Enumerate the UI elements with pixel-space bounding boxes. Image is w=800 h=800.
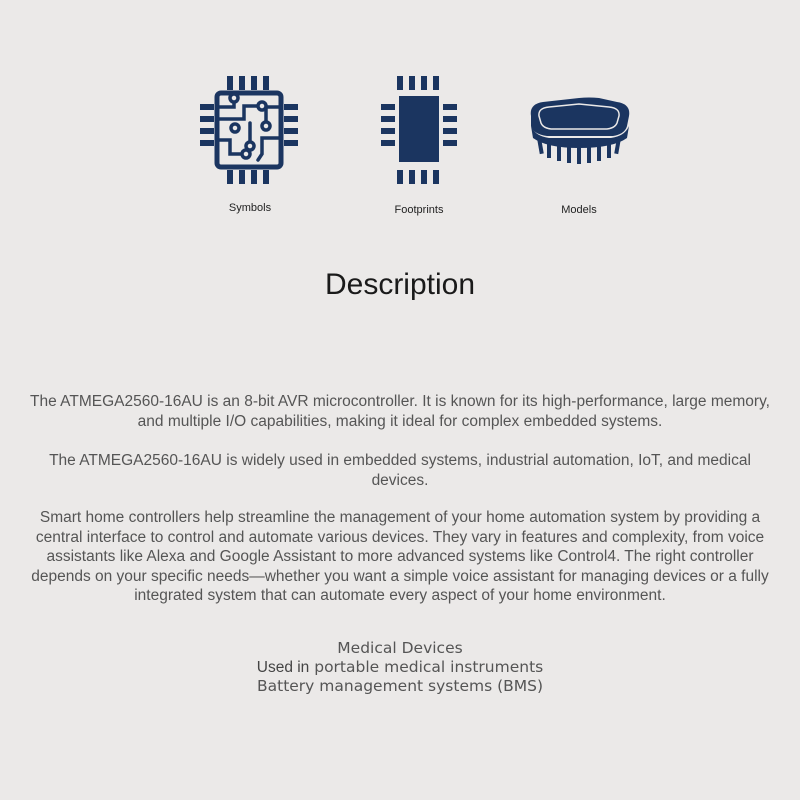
icon-label-symbols: Symbols xyxy=(228,202,272,214)
footprints-icon xyxy=(369,76,469,186)
uses-line-portable-instruments xyxy=(0,658,800,677)
uses-list xyxy=(0,639,800,696)
used-in-prefix: Used in xyxy=(256,659,310,676)
models-icon xyxy=(519,76,639,186)
symbols-tile[interactable] xyxy=(180,76,320,214)
page-title: Description xyxy=(324,268,476,301)
icon-label-models: Models xyxy=(561,204,597,216)
used-in-rest: portable medical instruments xyxy=(309,658,544,676)
models-tile[interactable] xyxy=(509,76,649,216)
description-paragraph-1: The ATMEGA2560-16AU is an 8-bit AVR microcontroller. It is known for its high-performance, large memory, and multiple I/O capabilities, making it ideal for complex embedded systems. xyxy=(30,393,770,430)
icon-label-footprints: Footprints xyxy=(394,204,444,216)
description-paragraph-2: The ATMEGA2560-16AU is widely used in embedded systems, industrial automation, IoT, and medical devices. xyxy=(49,452,751,489)
icon-row xyxy=(0,76,800,226)
footprints-tile[interactable] xyxy=(349,76,489,216)
uses-line-bms: Battery management systems (BMS) xyxy=(256,677,544,695)
symbols-icon xyxy=(200,76,300,186)
uses-line-medical-devices: Medical Devices xyxy=(337,639,463,657)
description-paragraph-3: Smart home controllers help streamline the management of your home automation system by providing a central interface to control and automate various devices. They vary in features and complexity, from voice assistants like Alexa and Google Assistant to more advanced systems like Control4. The right controller depends on your specific needs—whether you want a simple voice assistant for managing devices or a fully integrated system that can automate every aspect of your home environment. xyxy=(31,509,769,604)
